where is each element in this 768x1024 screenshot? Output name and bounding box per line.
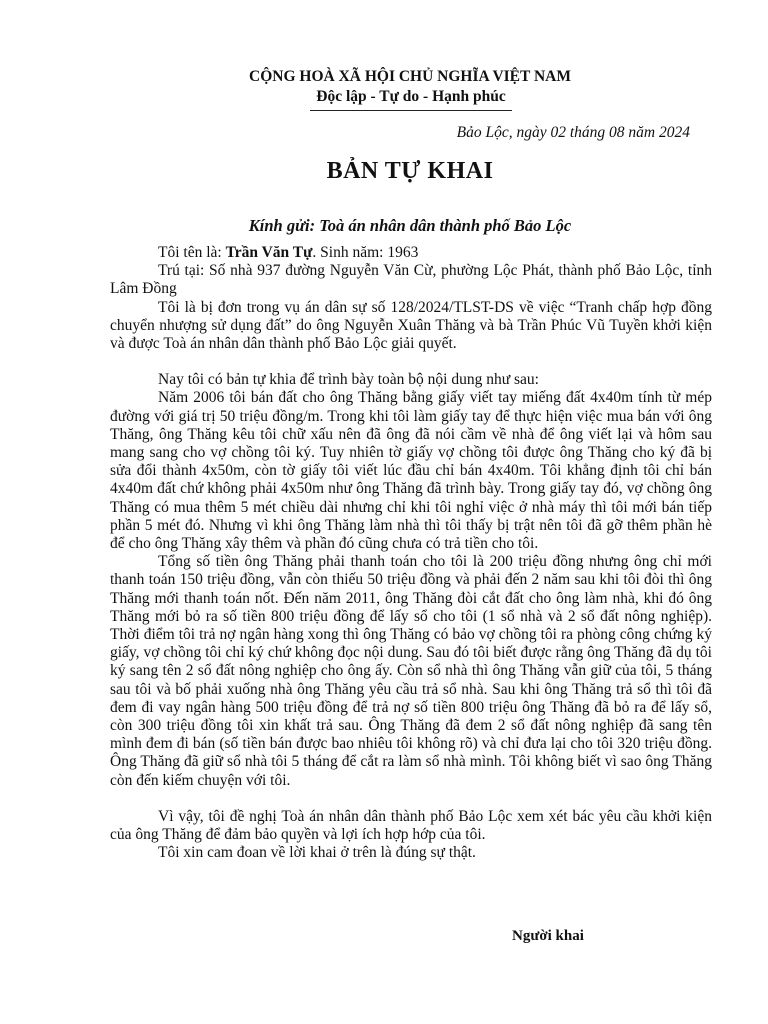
birth-year: . Sinh năm: 1963	[312, 244, 419, 261]
body-paragraph-3: Tổng số tiền ông Thăng phải thanh toán cho tôi là 200 triệu đồng nhưng ông chỉ mới thanh toán 150 triệu đồng, vẫn còn thiếu 50 triệu đồng và phải đến 2 năm sau khi tôi đòi thì ông Thăng mới thanh toán nốt. Đến năm 2011, ông Thăng đòi cắt đất cho ông làm nhà, khi đó ông Thăng mới bỏ ra số tiền 800 triệu đồng để lấy sổ cho tôi (1 sổ nhà và 2 sổ đất nông nghiệp). Thời điểm tôi trả nợ ngân hàng xong thì ông Thăng có bảo vợ chồng tôi ra phòng công chứng ký giấy, vợ chồng tôi chỉ ký chứ không đọc nội dung. Sau đó tôi biết được rằng ông Thăng đã dụ tôi ký sang tên 2 sổ đất nông nghiệp cho ông ấy. Còn sổ nhà thì ông Thăng vẫn giữ của tôi, 5 tháng sau tôi và bố phải xuống nhà ông Thăng yêu cầu trả sổ nhà. Sau khi ông Thăng trả sổ thì tôi đã đem đi vay ngân hàng 500 triệu đồng để trả nợ số tiền 800 triệu ông Thăng đã bỏ ra để lấy sổ, còn 300 triệu đồng tôi xin khất trả sau. Ông Thăng đã đem 2 sổ đất nông nghiệp đã sang tên mình đem đi bán (số tiền bán được bao nhiêu tôi không rõ) và chỉ đưa lại cho tôi 320 triệu đồng. Ông Thăng đã giữ sổ nhà tôi 5 tháng để cắt ra làm sổ nhà mình. Tôi không biết vì sao ông Thăng còn đến kiếm chuyện với tôi.	[110, 553, 712, 789]
signer-label: Người khai	[512, 928, 584, 944]
document-title: BẢN TỰ KHAI	[326, 158, 494, 184]
body-paragraph-4: Vì vậy, tôi đề nghị Toà án nhân dân thành phố Bảo Lộc xem xét bác yêu cầu khởi kiện của ông Thăng để đảm bảo quyền và lợi ích hợp hớp của tôi.	[110, 807, 712, 844]
place-date-line: Bảo Lộc, ngày 02 tháng 08 năm 2024	[456, 124, 690, 141]
name-line	[110, 244, 712, 262]
case-line: Tôi là bị đơn trong vụ án dân sự số 128/2024/TLST-DS về việc “Tranh chấp hợp đồng chuyển nhượng sử dụng đất” do ông Nguyễn Xuân Thăng và bà Trần Phúc Vũ Tuyền khởi kiện và được Toà án nhân dân thành phố Bảo Lộc giải quyết.	[110, 298, 712, 353]
addressee-line: Kính gửi: Toà án nhân dân thành phố Bảo Lộc	[248, 216, 572, 235]
body-paragraph-1: Nay tôi có bản tự khia để trình bày toàn bộ nội dung như sau:	[158, 371, 539, 389]
national-title: CỘNG HOÀ XÃ HỘI CHỦ NGHĨA VIỆT NAM	[249, 68, 571, 85]
residence-line: Trú tại: Số nhà 937 đường Nguyễn Văn Cừ, phường Lộc Phát, thành phố Bảo Lộc, tỉnh Lâm Đồng	[110, 262, 712, 298]
name-prefix: Tôi tên là:	[158, 244, 226, 261]
body-paragraph-5: Tôi xin cam đoan về lời khai ở trên là đúng sự thật.	[158, 844, 476, 862]
document-body	[110, 244, 712, 863]
motto-underline	[310, 110, 512, 111]
body-paragraph-2: Năm 2006 tôi bán đất cho ông Thăng bằng giấy viết tay miếng đất 4x40m tính từ mép đường với giá trị 50 triệu đồng/m. Trong khi tôi làm giấy tay để thực hiện việc mua bán với ông Thăng, ông Thăng kêu tôi chữ xấu nên đã ông đã nói cầm về nhà để ông viết lại và hôm sau mang sang cho vợ chồng tôi ký. Tuy nhiên tờ giấy vợ chồng tôi được ông Thăng cho ký đã bị sửa đổi thành 4x50m, còn tờ giấy tôi viết lúc đầu chỉ bán 4x40m. Tôi khẳng định tôi chỉ bán 4x40m đất chứ không phải 4x50m như ông Thăng đã trình bày. Trong giấy tay đó, vợ chồng ông Thăng có mua thêm 5 mét chiều dài nhưng chỉ khi tôi nghỉ việc ở nhà máy thì tôi mới bán tiếp phần 5 mét đó. Nhưng vì khi ông Thăng làm nhà thì tôi thấy bị trật nên tôi đã gỡ thêm phần hè để cho ông Thăng xây thêm và phần đó cũng chưa có trả tiền cho tôi.	[110, 389, 712, 553]
national-motto: Độc lập - Tự do - Hạnh phúc	[316, 88, 506, 105]
declarant-name: Trần Văn Tự	[225, 244, 313, 261]
